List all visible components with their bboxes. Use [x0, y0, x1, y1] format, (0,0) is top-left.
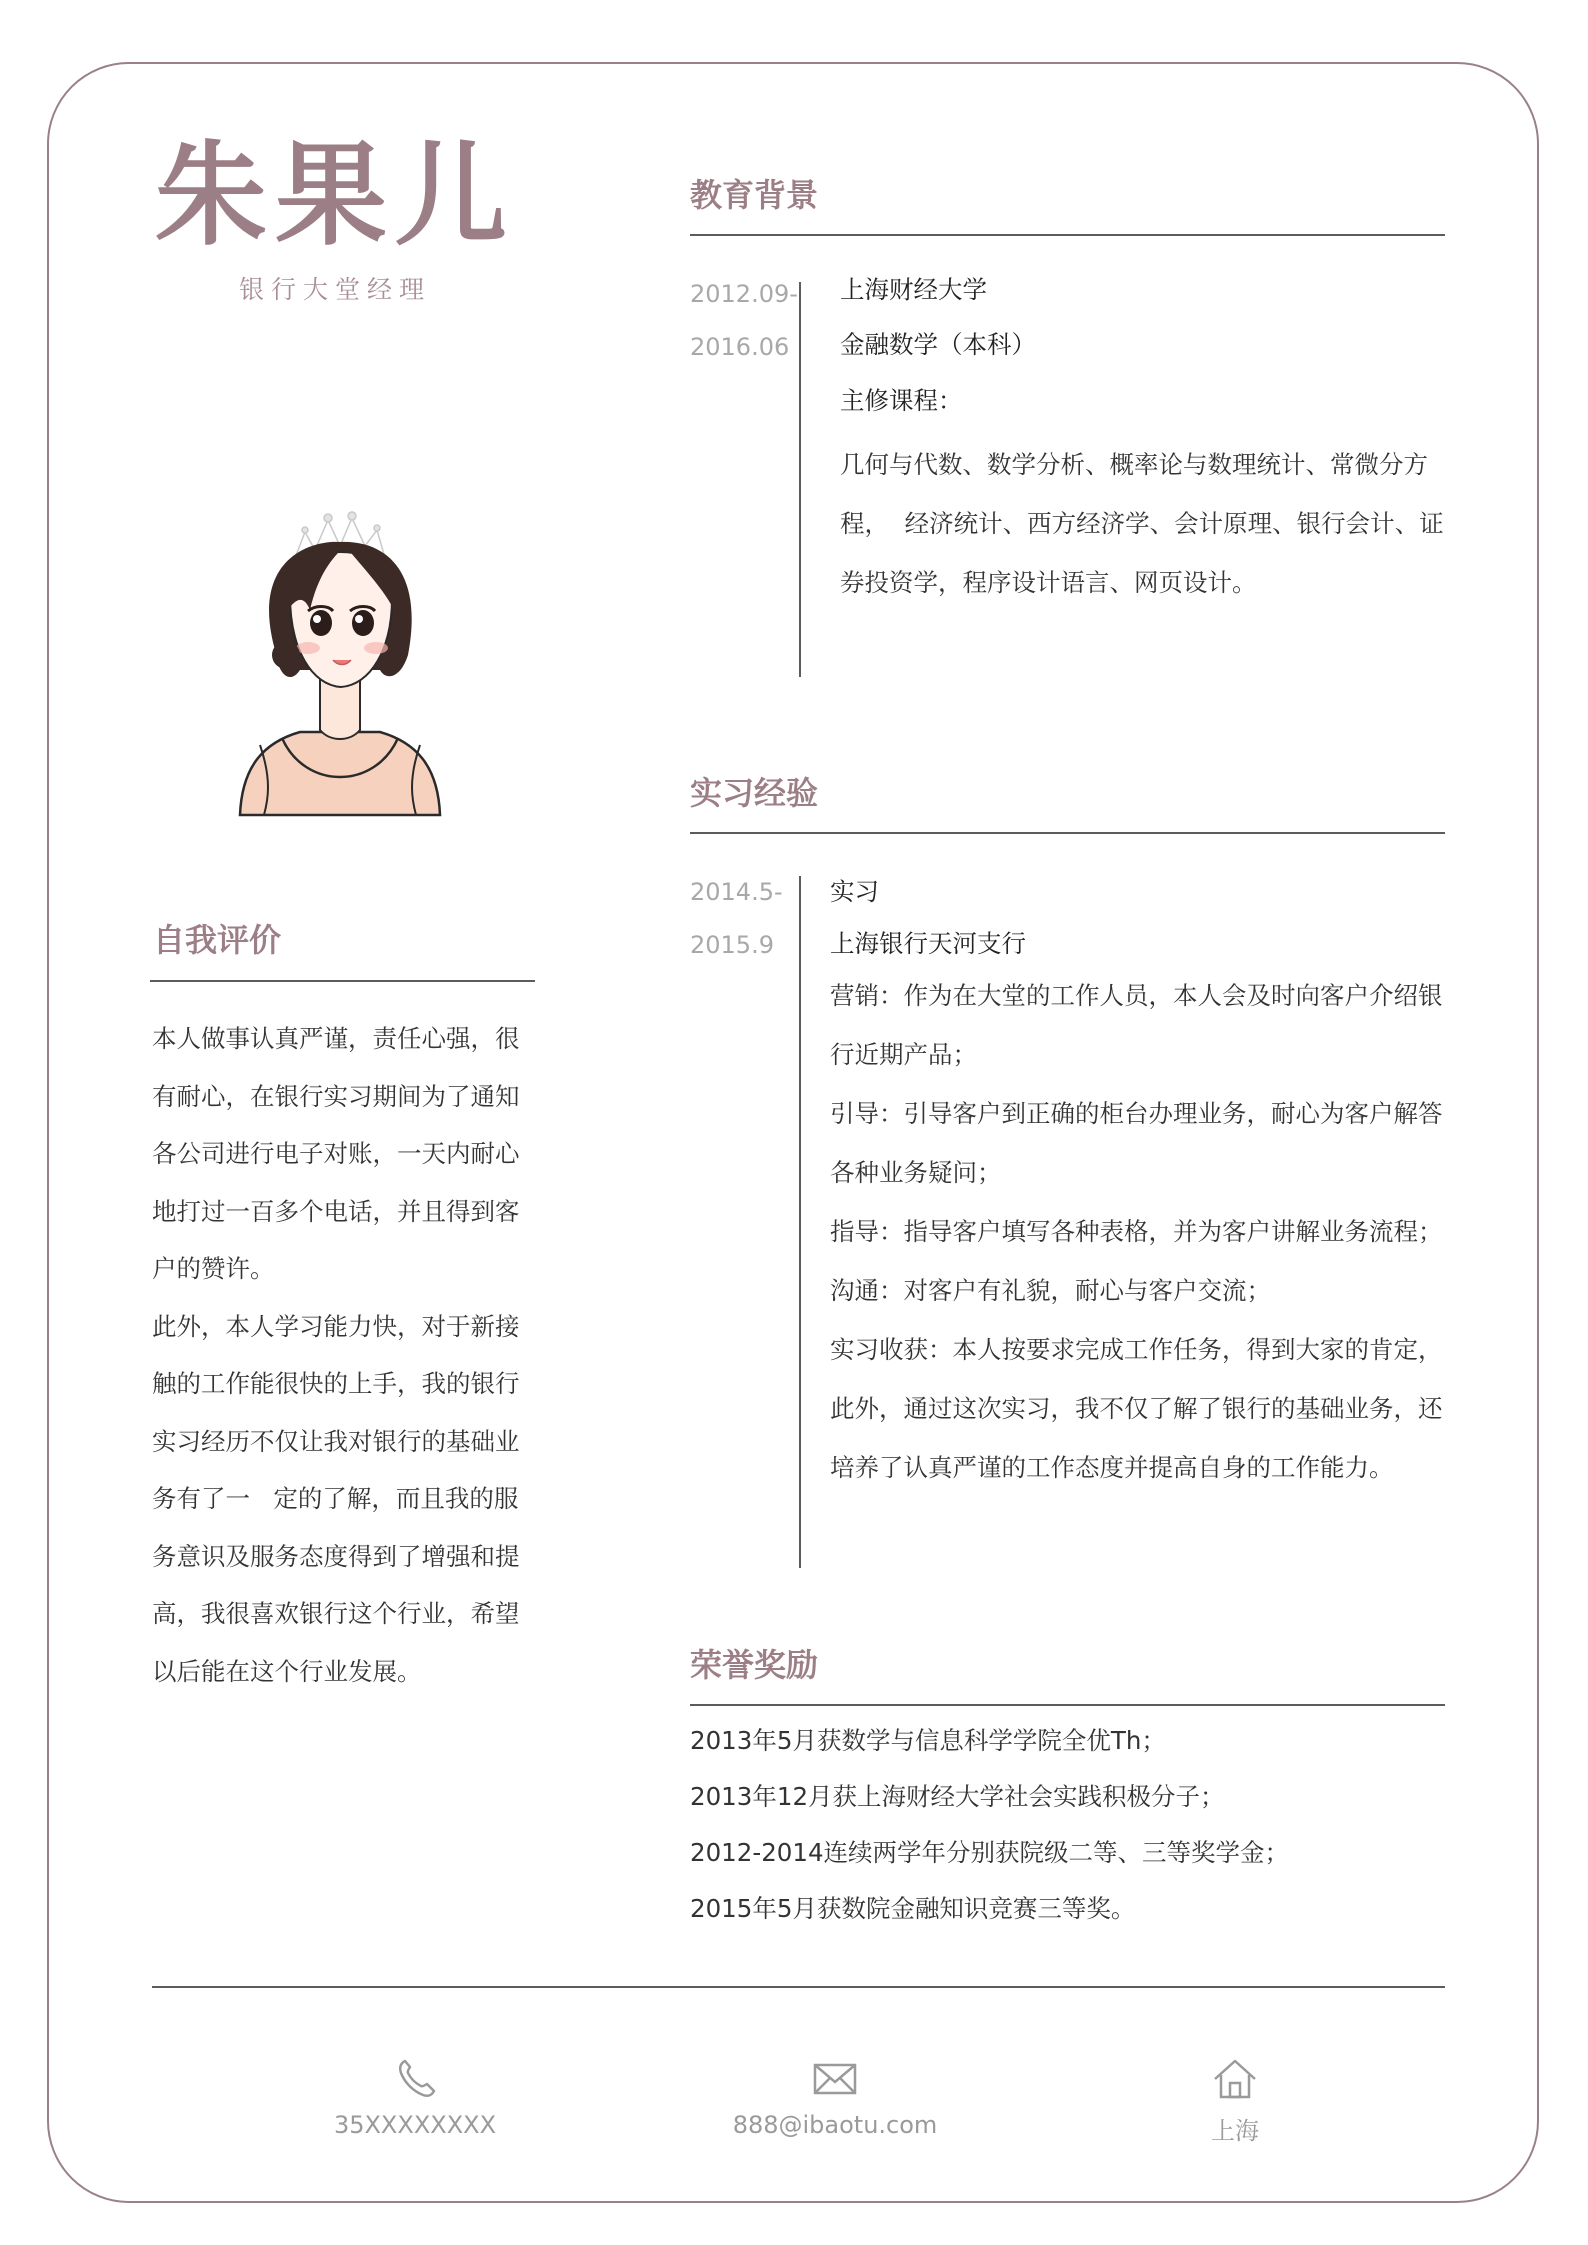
mail-icon — [811, 2055, 859, 2103]
self-eval-heading: 自我评价 — [153, 921, 282, 959]
candidate-name: 朱果儿 — [155, 131, 515, 261]
phone-text: 35XXXXXXXX — [333, 2111, 497, 2139]
education-heading: 教育背景 — [690, 176, 819, 214]
self-eval-divider — [150, 980, 535, 982]
internship-role: 实习 — [830, 877, 879, 906]
internship-date: 2014.5- 2015.9 — [690, 878, 783, 959]
contact-email — [685, 2055, 985, 2139]
courses-text: 几何与代数、数学分析、概率论与数理统计、常微分方 程， 经济统计、西方经济学、会计原理、银行会计、证 券投资学，程序设计语言、网页设计。 — [840, 450, 1444, 597]
location-text: 上海 — [1211, 2117, 1259, 2145]
job-title: 银行大堂经理 — [238, 275, 431, 304]
contact-phone — [265, 2055, 565, 2139]
honors-divider — [690, 1704, 1445, 1706]
contact-location — [1085, 2055, 1385, 2146]
honor-item: 2012-2014连续两学年分别获院级二等、三等奖学金； — [690, 1838, 1290, 1867]
honor-item: 2013年12月获上海财经大学社会实践积极分子； — [690, 1782, 1225, 1811]
phone-icon — [391, 2055, 439, 2103]
honors-heading: 荣誉奖励 — [690, 1646, 819, 1684]
education-date: 2012.09- 2016.06 — [690, 280, 798, 361]
education-timeline — [799, 282, 801, 677]
internship-details: 营销：作为在大堂的工作人员，本人会及时向客户介绍银 行近期产品； 引导：引导客户到正确的柜台办理业务，耐心为客户解答 各种业务疑问； 指导：指导客户填写各种表格，并为客户讲解业务流程； 沟通：对客户有礼貌，耐心与客户交流； 实习收获：本人按要求完成工作任务，得到大家的肯定， 此外，通过这次实习，我不仅了解了银行的基础业务，还 培养了认真严谨的工作态度并提高自身的工作能力。 — [830, 981, 1443, 1482]
self-eval-text: 本人做事认真严谨，责任心强，很 有耐心，在银行实习期间为了通知 各公司进行电子对账，一天内耐心 地打过一百多个电话，并且得到客 户的赞许。 此外，本人学习能力快，对于新接 触的工作能很快的上手，我的银行 实习经历不仅让我对银行的基础业 务有了一 定的了解，而且我的服 务意识及服务态度得到了增强和提 高，我很喜欢银行这个行业，希望 以后能在这个行业发展。 — [152, 1024, 520, 1686]
education-divider — [690, 234, 1445, 236]
school-name: 上海财经大学 — [840, 275, 987, 304]
honor-item: 2015年5月获数院金融知识竞赛三等奖。 — [690, 1894, 1136, 1923]
footer-divider — [152, 1986, 1445, 1988]
major: 金融数学（本科） — [840, 330, 1036, 359]
internship-timeline — [799, 876, 801, 1568]
internship-heading: 实习经验 — [690, 774, 819, 812]
courses-label: 主修课程： — [840, 386, 963, 415]
internship-divider — [690, 832, 1445, 834]
honor-item: 2013年5月获数学与信息科学学院全优Th； — [690, 1726, 1166, 1755]
avatar-illustration — [220, 480, 460, 825]
email-text: 888@ibaotu.com — [732, 2111, 938, 2139]
home-icon — [1211, 2055, 1259, 2103]
internship-company: 上海银行天河支行 — [830, 929, 1026, 958]
